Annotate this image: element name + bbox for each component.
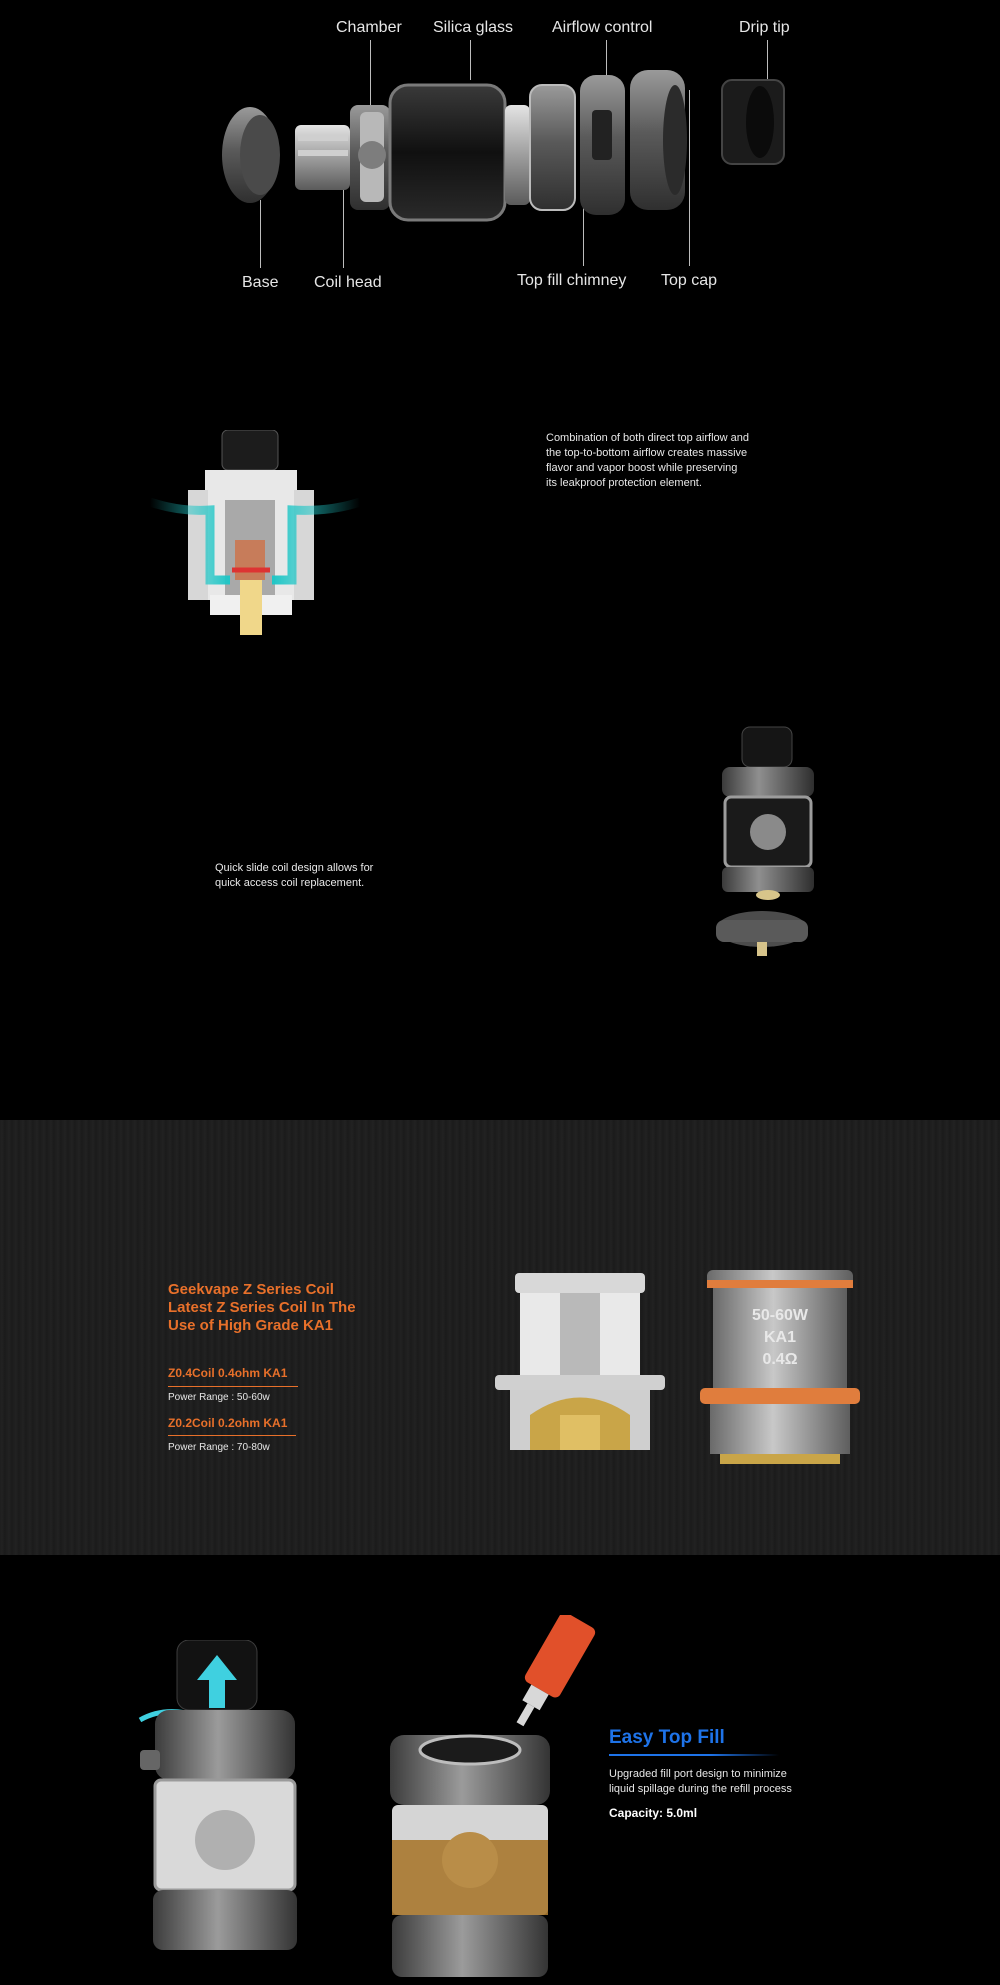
label-base: Base bbox=[242, 274, 279, 291]
airflow-section bbox=[0, 320, 1000, 740]
top-fill-title-underline bbox=[609, 1754, 779, 1756]
label-drip-tip: Drip tip bbox=[739, 19, 790, 36]
coil-side-illustration bbox=[695, 1260, 865, 1475]
coil-2-rule bbox=[168, 1435, 296, 1436]
airflow-cutaway-illustration bbox=[150, 430, 360, 650]
label-coil-head: Coil head bbox=[314, 274, 382, 291]
coil-1-name: Z0.4Coil 0.4ohm KA1 bbox=[168, 1366, 288, 1380]
top-fill-line-1: Upgraded fill port design to minimize bbox=[609, 1768, 787, 1780]
coil-1-range: Power Range : 50-60w bbox=[168, 1392, 270, 1403]
top-fill-capacity: Capacity: 5.0ml bbox=[609, 1806, 698, 1820]
coil-print-resistance: 0.4Ω bbox=[762, 1351, 798, 1368]
label-airflow-control: Airflow control bbox=[552, 19, 653, 36]
airflow-line-2: the top-to-bottom airflow creates massive bbox=[546, 447, 748, 459]
airflow-line-4: its leakproof protection element. bbox=[546, 477, 702, 489]
quick-slide-tank-illustration bbox=[700, 722, 830, 982]
quick-slide-line-2: quick access coil replacement. bbox=[215, 877, 365, 889]
coil-title-line-3: Use of High Grade KA1 bbox=[168, 1317, 334, 1334]
airflow-line-3: flavor and vapor boost while preserving bbox=[546, 462, 738, 474]
coil-title-line-1: Geekvape Z Series Coil bbox=[168, 1281, 334, 1298]
top-fill-section bbox=[0, 1555, 1000, 1985]
coil-section bbox=[0, 1120, 1000, 1555]
exploded-tank-illustration bbox=[200, 50, 830, 250]
quick-slide-line-1: Quick slide coil design allows for bbox=[215, 862, 374, 874]
label-silica-glass: Silica glass bbox=[433, 19, 514, 36]
coil-print-wattage: 50-60W bbox=[751, 1307, 809, 1324]
coil-cutaway-illustration bbox=[490, 1265, 670, 1475]
coil-title-line-2: Latest Z Series Coil In The bbox=[168, 1299, 356, 1316]
quick-slide-description bbox=[215, 861, 445, 891]
airflow-description bbox=[546, 431, 806, 491]
label-top-fill-chimney: Top fill chimney bbox=[517, 272, 627, 289]
coil-2-range: Power Range : 70-80w bbox=[168, 1442, 270, 1453]
top-fill-bottle-illustration bbox=[380, 1615, 620, 1985]
top-fill-description bbox=[609, 1767, 869, 1797]
label-chamber: Chamber bbox=[336, 19, 402, 36]
coil-print-material: KA1 bbox=[763, 1329, 797, 1346]
top-fill-title: Easy Top Fill bbox=[609, 1727, 725, 1748]
top-fill-tank-illustration bbox=[135, 1640, 315, 1980]
coil-2-name: Z0.2Coil 0.2ohm KA1 bbox=[168, 1416, 288, 1430]
coil-1-rule bbox=[168, 1386, 298, 1387]
exploded-view bbox=[0, 0, 1000, 320]
coil-title bbox=[168, 1281, 356, 1335]
label-top-cap: Top cap bbox=[661, 272, 718, 289]
quick-slide-section bbox=[0, 700, 1000, 1120]
airflow-line-1: Combination of both direct top airflow and bbox=[546, 432, 750, 444]
top-fill-line-2: liquid spillage during the refill process bbox=[609, 1783, 792, 1795]
